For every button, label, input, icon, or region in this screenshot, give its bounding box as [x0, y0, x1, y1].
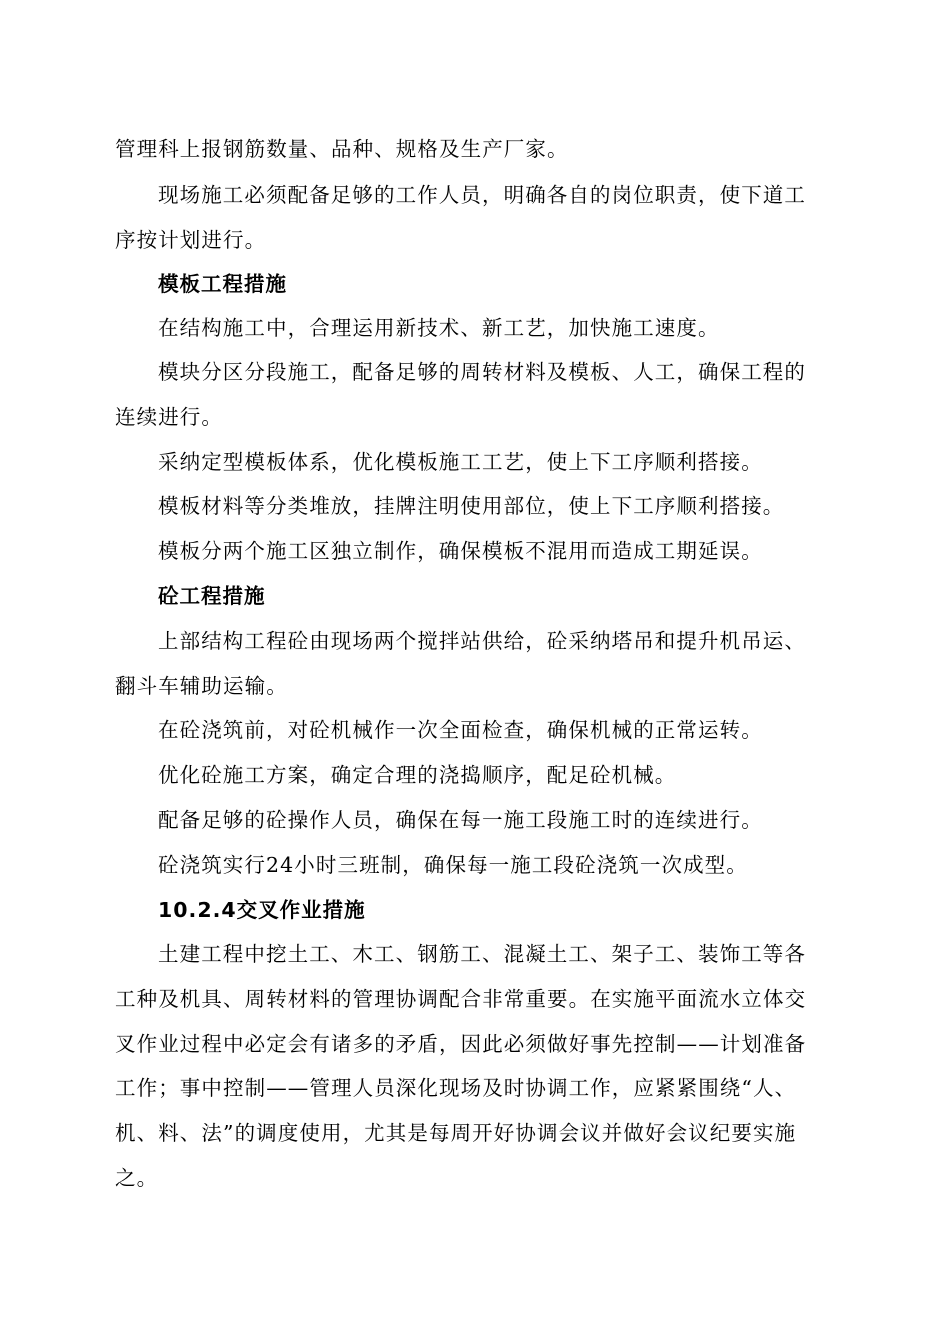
- section-heading-concrete: 砼工程措施: [158, 584, 266, 608]
- paragraph-line: 土建工程中挖土工、木工、钢筋工、混凝土工、架子工、装饰工等各: [158, 942, 806, 966]
- paragraph-line: 机、料、法”的调度使用，尤其是每周开好协调会议并做好会议纪要实施: [115, 1121, 797, 1145]
- paragraph-line: 上部结构工程砼由现场两个搅拌站供给，砼采纳塔吊和提升机吊运、: [158, 629, 806, 653]
- paragraph-line: 工种及机具、周转材料的管理协调配合非常重要。在实施平面流水立体交: [115, 987, 807, 1011]
- paragraph-line: 序按计划进行。: [115, 228, 267, 252]
- paragraph-line: 管理科上报钢筋数量、品种、规格及生产厂家。: [115, 137, 569, 161]
- paragraph-line: 之。: [115, 1166, 159, 1190]
- paragraph-line: 配备足够的砼操作人员，确保在每一施工段施工时的连续进行。: [158, 808, 763, 832]
- paragraph-line: 采纳定型模板体系，优化模板施工工艺，使上下工序顺利搭接。: [158, 450, 763, 474]
- paragraph-line: 模板分两个施工区独立制作，确保模板不混用而造成工期延误。: [158, 539, 763, 563]
- paragraph-line: 现场施工必须配备足够的工作人员，明确各自的岗位职责，使下道工: [158, 183, 806, 207]
- paragraph-line: 优化砼施工方案，确定合理的浇捣顺序，配足砼机械。: [158, 763, 677, 787]
- paragraph-line: 在砼浇筑前，对砼机械作一次全面检查，确保机械的正常运转。: [158, 718, 763, 742]
- paragraph-line: 模板材料等分类堆放，挂牌注明使用部位，使上下工序顺利搭接。: [158, 494, 785, 518]
- paragraph-line: 在结构施工中，合理运用新技术、新工艺，加快施工速度。: [158, 316, 720, 340]
- paragraph-line: 工作；事中控制——管理人员深化现场及时协调工作，应紧紧围绕“人、: [115, 1076, 797, 1100]
- paragraph-line: 模块分区分段施工，配备足够的周转材料及模板、人工，确保工程的: [158, 360, 806, 384]
- paragraph-line: 砼浇筑实行24小时三班制，确保每一施工段砼浇筑一次成型。: [158, 853, 748, 877]
- section-heading-formwork: 模板工程措施: [158, 272, 287, 296]
- paragraph-line: 叉作业过程中必定会有诸多的矛盾，因此必须做好事先控制——计划准备: [115, 1032, 807, 1056]
- paragraph-line: 连续进行。: [115, 405, 223, 429]
- section-heading-cross-work: 10.2.4交叉作业措施: [158, 898, 366, 922]
- paragraph-line: 翻斗车辅助运输。: [115, 674, 288, 698]
